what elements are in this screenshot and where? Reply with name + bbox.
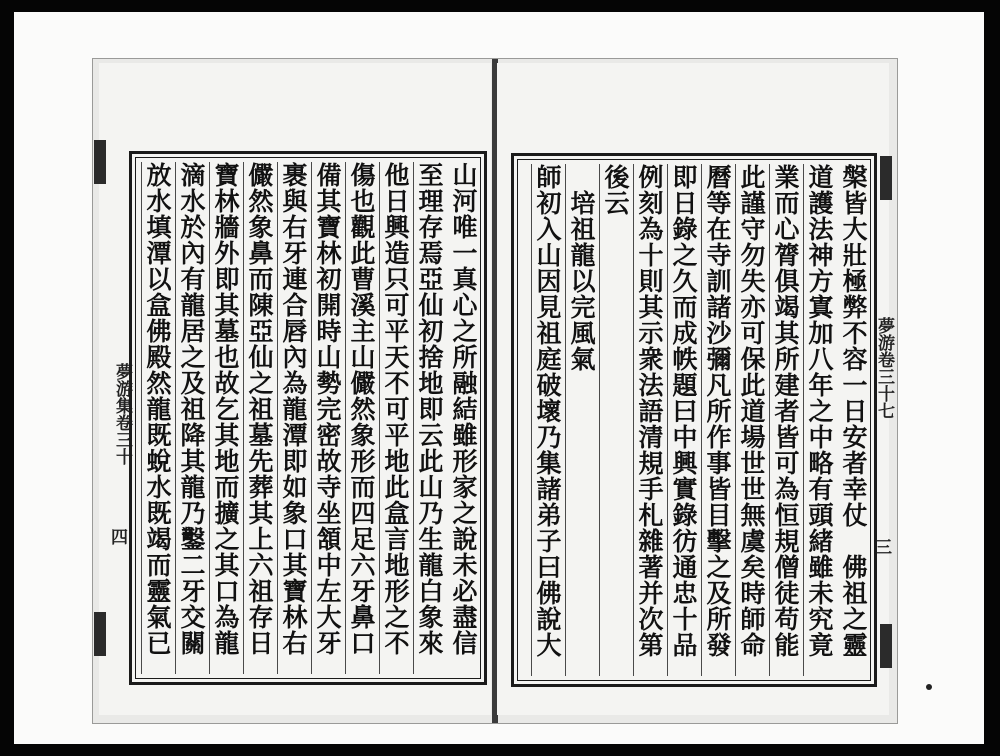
page-edge-tab — [880, 624, 892, 668]
text-column: 山河唯一真心之所融結雖形家之說未必盡信 — [449, 162, 478, 656]
page-edge-tab — [880, 156, 892, 200]
right-page-side-label: 夢游卷三十七 — [874, 317, 894, 419]
section-heading-column: 培祖龍以完風氣 — [565, 164, 596, 676]
left-text-frame — [129, 151, 487, 685]
text-column: 業而心膂俱竭其所建者皆可為恒規僧徒苟能 — [769, 164, 800, 676]
text-column: 至理存焉亞仙初捨地即云此山乃生龍白象來 — [413, 162, 444, 674]
text-column: 曆等在寺訓諸沙彌凡所作事皆目擊之及所發 — [701, 164, 732, 676]
text-column: 槃皆大壯極弊不容一日安者幸仗 佛祖之靈 — [839, 164, 868, 658]
text-column: 後云 — [599, 164, 630, 676]
page-edge-tab — [94, 612, 106, 656]
ink-speck — [926, 684, 932, 690]
left-page-side-label: 夢游集卷三十 — [112, 363, 132, 465]
open-book — [92, 58, 898, 724]
right-page-number: 三 — [875, 538, 892, 558]
text-column: 道護法神方寘加八年之中略有頭緒雖未究竟 — [803, 164, 834, 676]
text-column: 傷也觀此曹溪主山儼然象形而四足六牙鼻口 — [345, 162, 376, 674]
text-column: 儼然象鼻而陳亞仙之祖墓先葬其上六祖存日 — [243, 162, 274, 674]
text-column: 此謹守勿失亦可保此道場世世無虞矣時師命 — [735, 164, 766, 676]
text-column: 裹與右牙連合唇內為龍潭即如象口其寶林右 — [277, 162, 308, 674]
text-column: 師初入山因見祖庭破壞乃集諸弟子曰佛說大 — [531, 164, 562, 676]
left-page — [99, 63, 491, 715]
text-column: 滴水於內有龍居之及祖降其龍乃鑿二牙交關 — [175, 162, 206, 674]
text-column: 他日興造只可平天不可平地此盒言地形之不 — [379, 162, 410, 674]
scan-background — [14, 12, 984, 744]
text-column: 寶林牆外即其墓也故乞其地而擴之其口為龍 — [209, 162, 240, 674]
text-column: 放水填潭以盒佛殿然龍既蛻水既竭而靈氣已 — [141, 162, 172, 674]
page-edge-tab — [94, 140, 106, 184]
left-page-number: 四 — [111, 528, 128, 548]
text-column: 即日錄之久而成帙題曰中興實錄彷通忠十品 — [667, 164, 698, 676]
text-column: 備其寶林初開時山勢完密故寺坐頷中左大牙 — [311, 162, 342, 674]
right-text-frame — [511, 153, 877, 687]
right-page — [497, 63, 894, 715]
text-column: 例刻為十則其示衆法語清規手札雜著并次第 — [633, 164, 664, 676]
